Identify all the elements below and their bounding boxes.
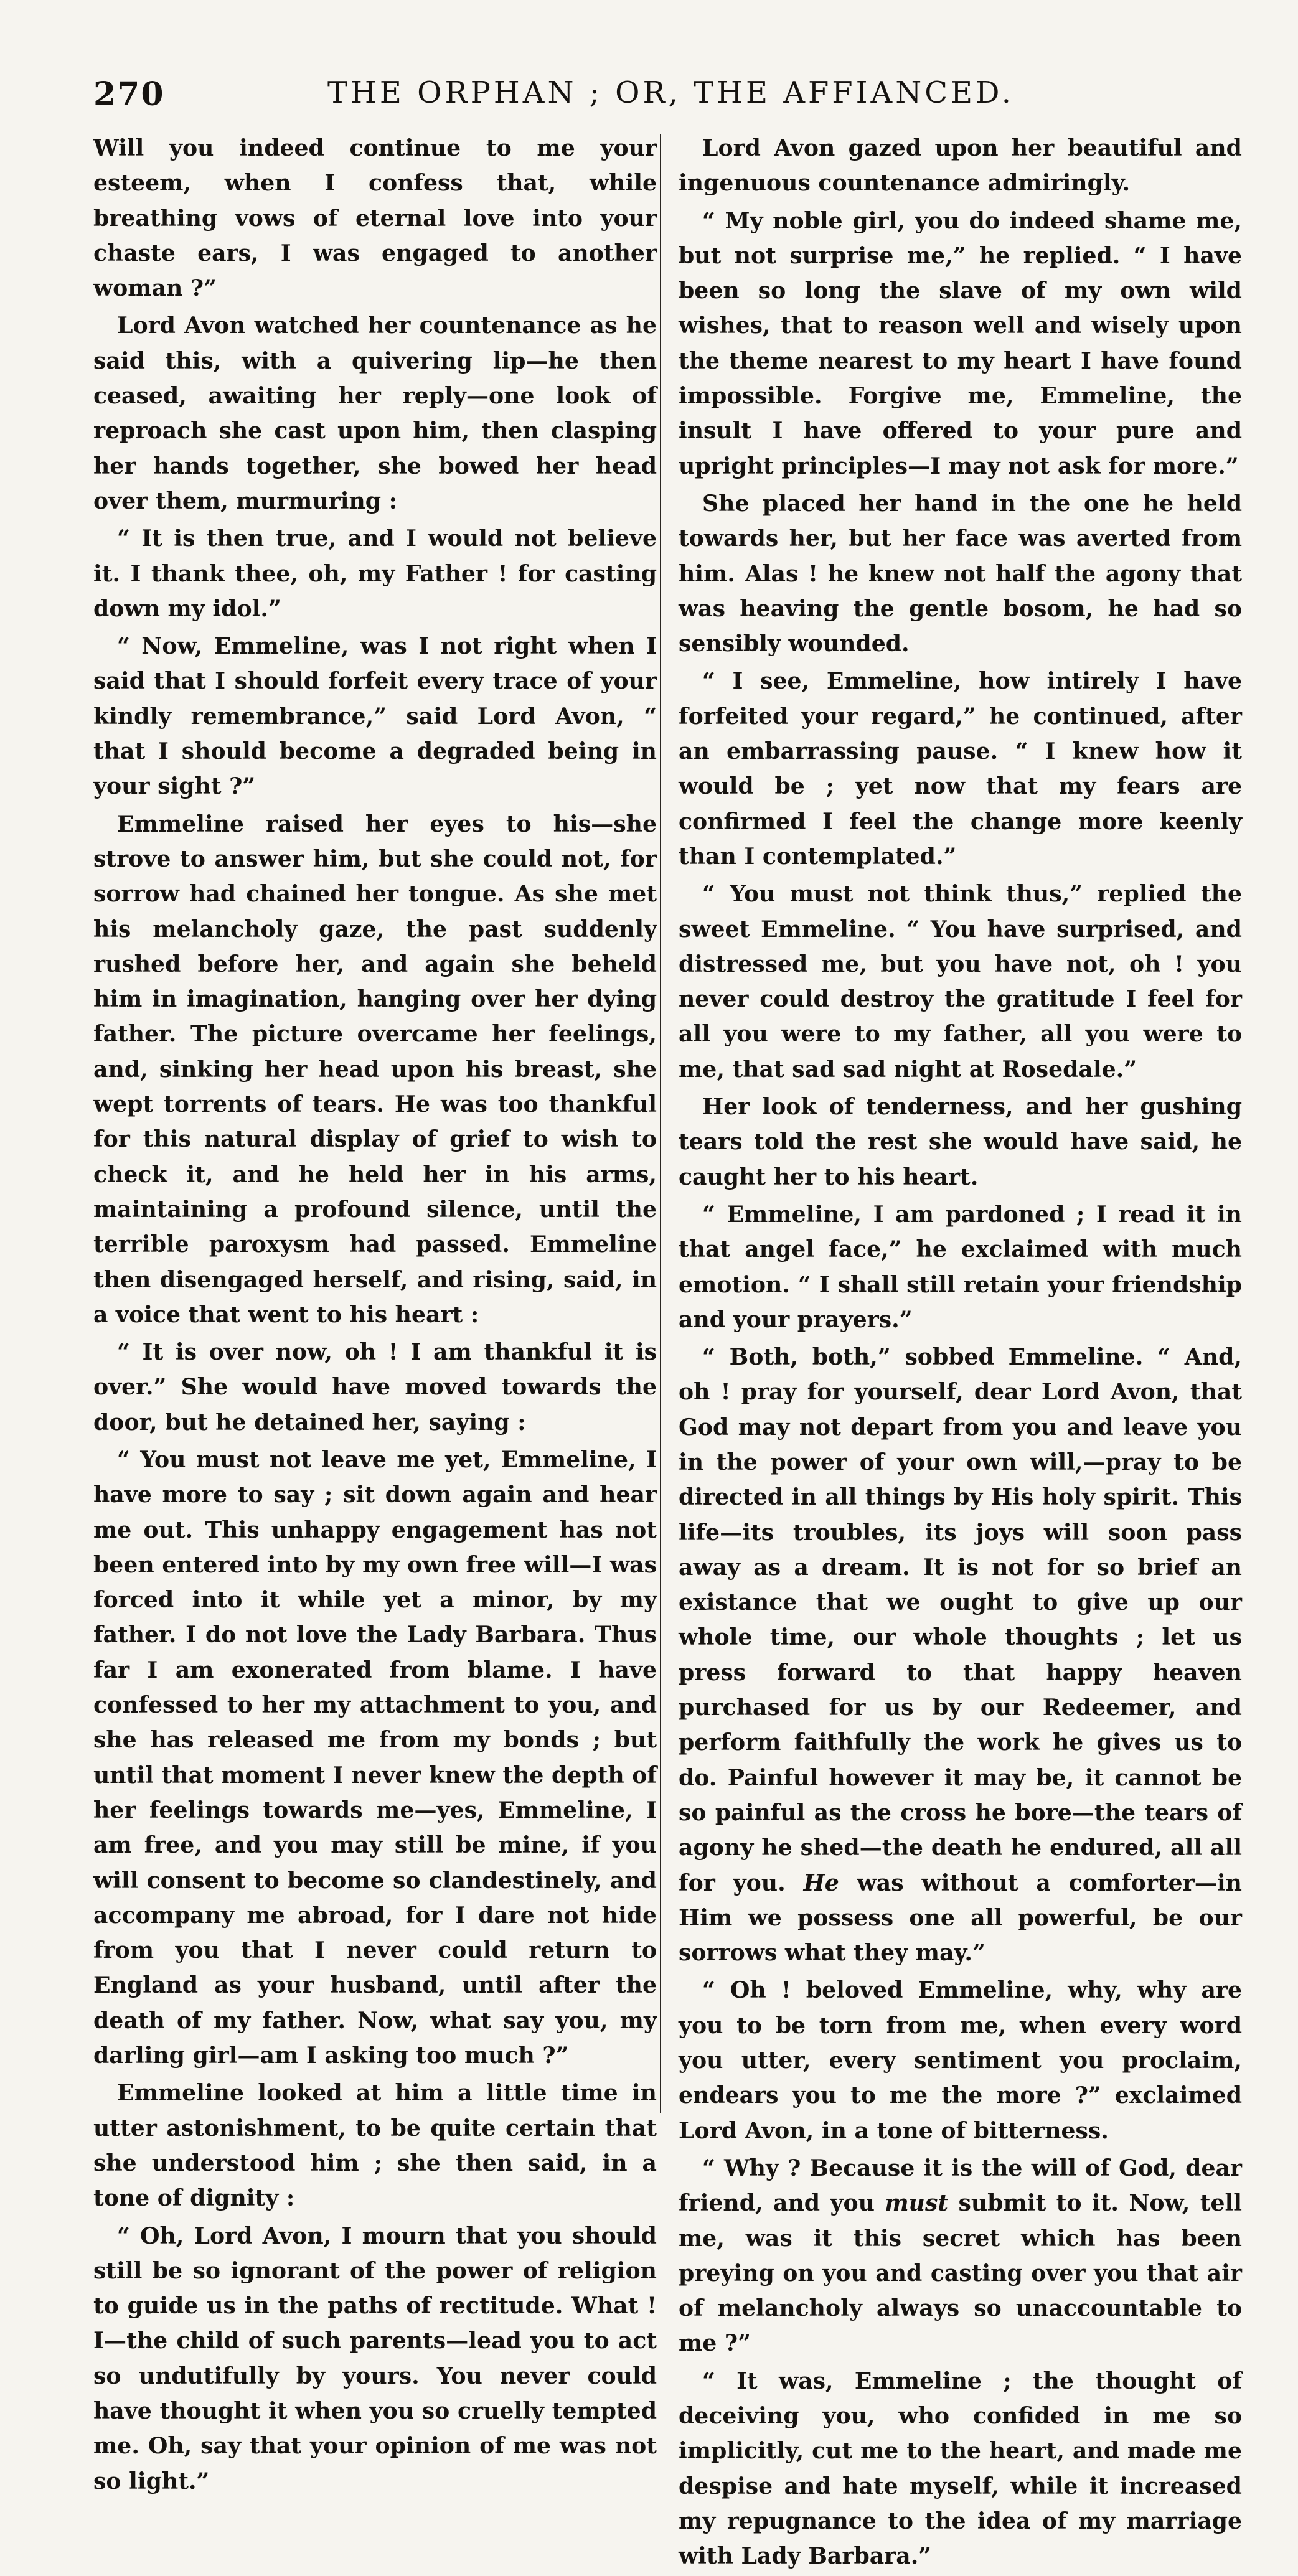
paragraph: “ Oh ! beloved Emmeline, why, why are you to be torn from me, when every word you utter, every sentiment you proclaim, endears you to me the more ?” exclaimed Lord Avon, in a tone of bitterness. — [679, 1977, 1242, 2144]
italic-emphasis: He — [803, 1869, 839, 1896]
paragraph: “ It was, Emmeline ; the thought of deceiving you, who confided in me so implicitly, cut me to the heart, and made me despise and hate myself, while it increased my repugnance to the idea of my marriage with Lady Barbara.” — [679, 2367, 1242, 2570]
paragraph: “ It is then true, and I would not believe it. I thank thee, oh, my Father ! for casting down my idol.” — [93, 525, 657, 622]
column-divider — [660, 134, 661, 2113]
text-run: “ Why ? Because it is the will of God, dear friend, and you — [679, 2154, 1242, 2217]
text-run: “ Both, both,” sobbed Emmeline. “ And, oh ! pray for yourself, dear Lord Avon, that God may not depart from you and leave you in the power of your own will,—pray to be directed in all things by His holy spirit. This life—its troubles, its joys will soon pass away as a dream. It is not for so brief an existance that we ought to give up our whole time, our whole thoughts ; let us press forward to that happy heaven purchased for us by our Redeemer, and perform faithfully the work he gives us to do. Painful however it may be, it cannot be so painful as the cross he bore—the tears of agony he shed—the death he endured, all all for you. — [679, 1343, 1242, 1896]
text-run: was without a comforter—in Him we possess one all powerful, be our sorrows what they may.” — [679, 1869, 1242, 1967]
italic-emphasis: must — [885, 2189, 949, 2217]
paragraph: “ You must not think thus,” replied the sweet Emmeline. “ You have surprised, and distressed me, but you have not, oh ! you never could destroy the gratitude I feel for all you were to my father, all you were to me, that sad sad night at Rosedale.” — [679, 880, 1242, 1083]
paragraph: Emmeline raised her eyes to his—she strove to answer him, but she could not, for sorrow had chained her tongue. As she met his melancholy gaze, the past suddenly rushed before her, and again she beheld him in imagination, hanging over her dying father. The picture overcame her feelings, and, sinking her head upon his breast, she wept torrents of tears. He was too thankful for this natural display of grief to wish to check it, and he held her in his arms, maintaining a profound silence, until the terrible paroxysm had passed. Emmeline then disengaged herself, and rising, said, in a voice that went to his heart : — [93, 810, 657, 1328]
paragraph: “ I see, Emmeline, how intirely I have forfeited your regard,” he continued, after an embarrassing pause. “ I knew how it would be ; yet now that my fears are confirmed I feel the change more keenly than I contemplated.” — [679, 667, 1242, 870]
paragraph: “ Oh, Lord Avon, I mourn that you should still be so ignorant of the power of religion to guide us in the paths of rectitude. What ! I—the child of such parents—lead you to act so undutifully by yours. You never could have thought it when you so cruelly tempted me. Oh, say that your opinion of me was not so light.” — [93, 2222, 657, 2494]
left-column — [93, 131, 657, 2501]
running-title: THE ORPHAN ; OR, THE AFFIANCED. — [327, 75, 1015, 110]
page-number: 270 — [93, 75, 165, 113]
text-run: submit to it. Now, tell me, was it this secret which has been preying on you and casting over you that air of melancholy always so unaccountable to me ?” — [679, 2189, 1242, 2357]
paragraph: “ Now, Emmeline, was I not right when I said that I should forfeit every trace of your kindly remembrance,” said Lord Avon, “ that I should become a degraded being in your sight ?” — [93, 632, 657, 800]
right-column — [679, 131, 1242, 2576]
paragraph: Will you indeed continue to me your esteem, when I confess that, while breathing vows of eternal love into your chaste ears, I was engaged to another woman ?” — [93, 134, 657, 302]
page-header — [93, 72, 1248, 128]
paragraph: Lord Avon gazed upon her beautiful and ingenuous countenance admiringly. — [679, 134, 1242, 197]
paragraph: Emmeline looked at him a little time in utter astonishment, to be quite certain that she understood him ; she then said, in a tone of dignity : — [93, 2079, 657, 2212]
paragraph: “ You must not leave me yet, Emmeline, I have more to say ; sit down again and hear me out. This unhappy engagement has not been entered into by my own free will—I was forced into it while yet a minor, by my father. I do not love the Lady Barbara. Thus far I am exonerated from blame. I have confessed to her my attachment to you, and she has released me from my bonds ; but until that moment I never knew the depth of her feelings towards me—yes, Emmeline, I am free, and you may still be mine, if you will consent to become so clandestinely, and accompany me abroad, for I dare not hide from you that I never could return to England as your husband, until after the death of my father. Now, what say you, my darling girl—am I asking too much ?” — [93, 1445, 657, 2069]
paragraph: Lord Avon watched her countenance as he said this, with a quivering lip—he then ceased, awaiting her reply—one look of reproach she cast upon him, then clasping her hands together, she bowed her head over them, murmuring : — [93, 312, 657, 514]
paragraph: Her look of tenderness, and her gushing tears told the rest she would have said, he caught her to his heart. — [679, 1093, 1242, 1190]
paragraph: “ It is over now, oh ! I am thankful it is over.” She would have moved towards the door, but he detained her, saying : — [93, 1338, 657, 1436]
paragraph: “ My noble girl, you do indeed shame me, but not surprise me,” he replied. “ I have been so long the slave of my own wild wishes, that to reason well and wisely upon the theme nearest to my heart I have found impossible. Forgive me, Emmeline, the insult I have offered to your pure and upright principles—I may not ask for more.” — [679, 207, 1242, 479]
paragraph: She placed her hand in the one he held towards her, but her face was averted from him. Alas ! he knew not half the agony that was heaving the gentle bosom, he had so sensibly wounded. — [679, 489, 1242, 657]
paragraph: “ Emmeline, I am pardoned ; I read it in that angel face,” he exclaimed with much emotion. “ I shall still retain your friendship and your prayers.” — [679, 1200, 1242, 1333]
paragraph — [679, 1340, 1242, 1970]
paragraph — [679, 2151, 1242, 2361]
